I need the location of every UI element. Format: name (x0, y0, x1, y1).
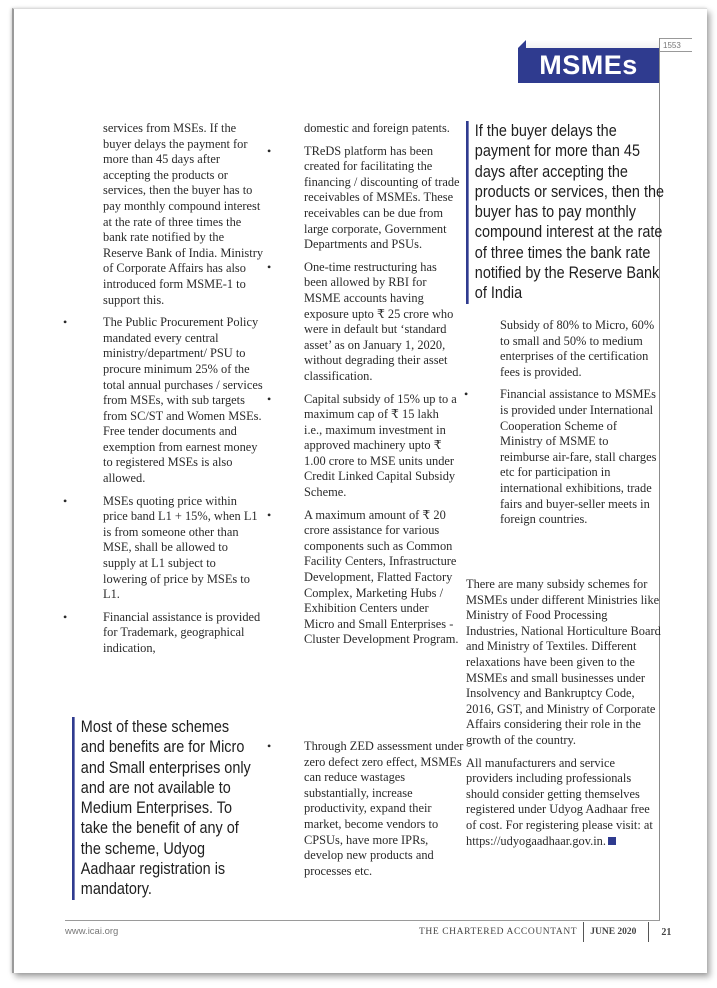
pull-quote-left: Most of these schemes and benefits are for Micro and Small enterprises only and are not available to Medium Enterprises. To take the benefit of any of the scheme, Udyog Aadhaar registration is mandatory. (72, 717, 257, 900)
body-paragraph: There are many subsidy schemes for MSMEs under different Ministries like Ministry of Food Processing Industries, National Horticulture Board and Ministry of Textiles. Different relaxations have been given to the MSMEs and small businesses under Insolvency and Bankruptcy Code, 2016, GST, and Ministry of Corporate Affairs considering their role in the growth of the country. (466, 577, 661, 747)
column-2-bullets-lower (267, 739, 464, 879)
column-2-lower (267, 739, 464, 886)
column-2-bullets (267, 143, 460, 648)
bullet-icon: • (63, 315, 68, 330)
bullet-icon: • (267, 507, 272, 522)
list-item: • A maximum amount of ₹ 20 crore assistance for various components such as Common Facility Centers, Infrastructure Development, Flatted Factory Complex, Marketing Hubs / Exhibition Centers under Micro and Small Enterprises - Cluster Development Program. (267, 507, 459, 647)
bullet-icon: • (267, 739, 272, 753)
bullet-icon: • (267, 143, 272, 158)
issue-date: JUNE 2020 (584, 922, 649, 942)
list-item: • Financial assistance is provided for Trademark, geographical indication, (63, 609, 261, 655)
list-item: • MSEs quoting price within price band L1 + 15%, when L1 is from someone other than MSE, shall be allowed to supply at L1 subject to lowering of price by MSEs to L1. (63, 493, 258, 602)
footer-website: www.icai.org (65, 926, 119, 937)
bullet-icon: • (464, 387, 469, 402)
folio-code: 1553 (660, 38, 692, 52)
column-1-bullets (63, 315, 263, 656)
column-3-continuation: Subsidy of 80% to Micro, 60% to small and 50% to medium enterprises of the certification fees is provided. (500, 318, 655, 379)
list-item: • The Public Procurement Policy mandated every central ministry/department/ PSU to procure minimum 25% of the total annual purchases / services from MSEs, with sub targets from SC/ST and Women MSEs. Free tender documents and exemption from earnest money to registered MSEs is also allowed. (63, 315, 263, 486)
list-item: • One-time restructuring has been allowed by RBI for MSME accounts having exposure upto ₹ 25 crore who were in default but ‘standard asset’ as on January 1, 2020, without degrading their asset classification. (267, 259, 454, 383)
pull-quote-right: If the buyer delays the payment for more than 45 days after accepting the products or services, then the buyer has to pay monthly compound interest at the rate of three times the bank rate notified by the Reserve Bank of India (466, 121, 664, 304)
end-of-article-icon (608, 837, 616, 845)
bullet-icon: • (63, 493, 68, 508)
bullet-icon: • (63, 609, 68, 624)
column-2 (267, 121, 460, 655)
bullet-icon: • (267, 391, 272, 406)
list-item: • TReDS platform has been created for facilitating the financing / discounting of trade receivables of MSMEs. These receivables can be due from large corporate, Government Departments and PSUs. (267, 143, 460, 252)
list-item: • Financial assistance to MSMEs is provided under International Cooperation Scheme of Ministry of MSME to reimburse air-fare, stall charges etc for participation in international exhibitions, trade fairs and buyer-seller meets in foreign countries. (464, 387, 657, 527)
column-1 (63, 121, 264, 664)
page-number: 21 (661, 926, 672, 938)
bullet-icon: • (267, 259, 272, 274)
body-paragraph-closing: All manufacturers and service providers including professionals should consider getting themselves registered under Udyog Aadhaar free of cost. For registering please visit: at https://udyogaadhaar.gov.in. (466, 755, 653, 848)
column-1-continuation: services from MSEs. If the buyer delays the payment for more than 45 days after accepting the products or services, then the buyer has to pay monthly compound interest at the rate of three times the bank rate notified by the Reserve Bank of India. Ministry of Corporate Affairs has also introduced form MSME-1 to support this. (103, 121, 264, 307)
footer-masthead (419, 922, 671, 942)
column-3 (464, 318, 660, 535)
list-item: • Capital subsidy of 15% up to a maximum cap of ₹ 15 lakh i.e., maximum investment in approved machinery upto ₹ 1.00 crore to MSE units under Credit Linked Capital Subsidy Scheme. (267, 391, 457, 500)
column-2-continuation: domestic and foreign patents. (304, 121, 450, 135)
column-3-bullets (464, 387, 660, 527)
section-banner: MSMEs (518, 48, 659, 83)
footer-rule (65, 920, 660, 921)
list-item: • Through ZED assessment under zero defect zero effect, MSMEs can reduce wastages substantially, increase productivity, expand their market, become vendors to CPSUs, have more IPRs, develop new products and processes etc. (267, 739, 464, 878)
publication-name: THE CHARTERED ACCOUNTANT (419, 922, 584, 942)
banner-fold-corner (518, 40, 526, 48)
column-3-body (466, 577, 662, 856)
banner-fold-shade (526, 40, 659, 48)
